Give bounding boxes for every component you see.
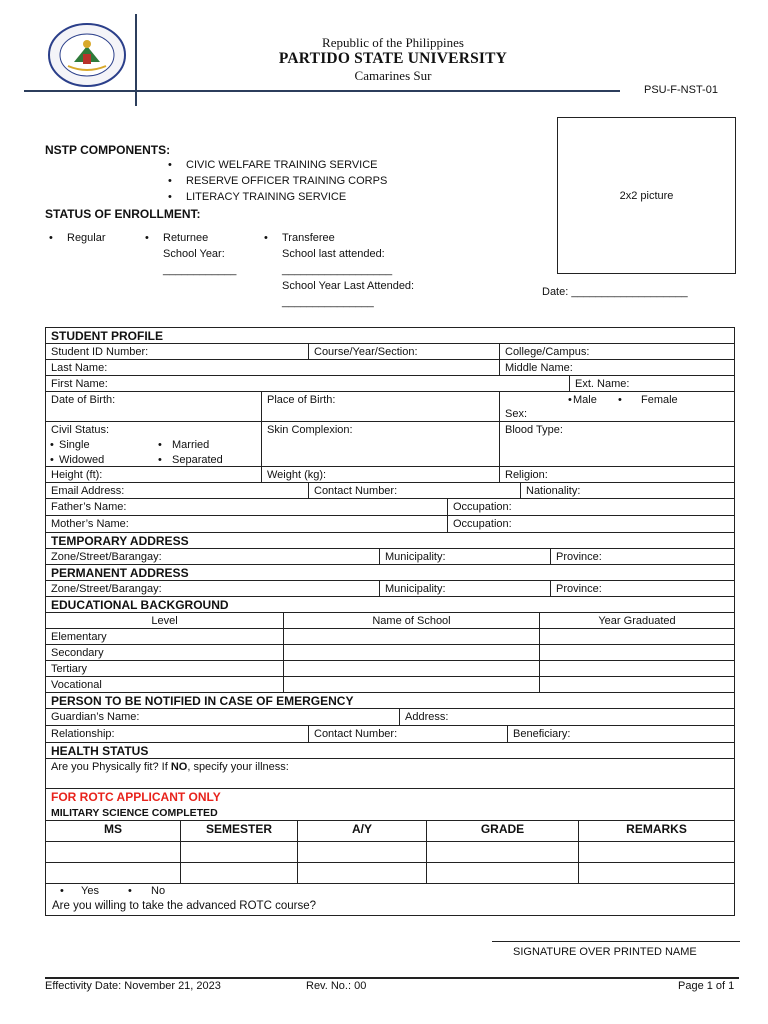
civil-option-separated[interactable]: Separated: [172, 454, 223, 466]
guardian-name-field[interactable]: Guardian’s Name:: [51, 711, 140, 723]
civil-option-widowed[interactable]: Widowed: [59, 454, 105, 466]
bullet-icon: •: [158, 439, 162, 451]
school-year-last-attended-label: School Year Last Attended:: [282, 280, 415, 292]
temp-municipality-field[interactable]: Municipality:: [379, 549, 550, 564]
school-last-attended-line[interactable]: __________________: [282, 264, 393, 276]
table-row: [46, 499, 734, 516]
returnee-school-year-line[interactable]: ____________: [163, 264, 237, 276]
sex-field[interactable]: [499, 392, 734, 421]
signature-label: SIGNATURE OVER PRINTED NAME: [513, 946, 697, 958]
father-occupation-field[interactable]: Occupation:: [447, 499, 734, 515]
health-question-text: Are you Physically fit? If: [51, 761, 171, 773]
place-of-birth-field[interactable]: Place of Birth:: [261, 392, 499, 421]
bullet-icon: •: [158, 454, 162, 466]
page-number: Page 1 of 1: [678, 980, 735, 992]
education-level-vocational: Vocational: [51, 679, 102, 691]
semester-input[interactable]: [180, 842, 297, 862]
mother-name-field[interactable]: Mother’s Name:: [51, 518, 129, 530]
year-graduated-input[interactable]: [539, 629, 734, 644]
civil-option-single[interactable]: Single: [59, 439, 90, 451]
contact-number-field[interactable]: Contact Number:: [308, 483, 520, 498]
perm-address-title: PERMANENT ADDRESS: [51, 566, 189, 580]
header-vertical-rule: [135, 14, 137, 106]
republic-line: Republic of the Philippines: [322, 35, 464, 50]
table-row: [46, 645, 734, 661]
table-row: [46, 483, 734, 499]
table-row: [46, 516, 734, 533]
rotc-col-ay: A/Y: [297, 821, 426, 841]
education-level-tertiary: Tertiary: [51, 663, 88, 675]
student-id-field[interactable]: Student ID Number:: [51, 346, 149, 358]
sex-label: Sex:: [505, 408, 528, 420]
table-row: [46, 759, 734, 789]
temp-province-field[interactable]: Province:: [550, 549, 734, 564]
mother-occupation-field[interactable]: Occupation:: [447, 516, 734, 532]
education-col-level: Level: [151, 615, 178, 627]
rotc-title: FOR ROTC APPLICANT ONLY: [51, 790, 221, 804]
student-form-table: [45, 327, 735, 916]
rotc-col-grade: GRADE: [426, 821, 578, 841]
rotc-subtitle: MILITARY SCIENCE COMPLETED: [51, 807, 218, 819]
perm-zone-field[interactable]: Zone/Street/Barangay:: [51, 583, 162, 595]
beneficiary-field[interactable]: Beneficiary:: [507, 726, 734, 742]
perm-address-header: [46, 565, 734, 581]
health-question-field[interactable]: [46, 759, 734, 788]
school-name-input[interactable]: [283, 645, 539, 660]
returnee-school-year-label: School Year:: [163, 248, 225, 260]
emergency-title: PERSON TO BE NOTIFIED IN CASE OF EMERGENCY: [51, 694, 354, 708]
remarks-input[interactable]: [578, 842, 734, 862]
table-row: [46, 581, 734, 597]
university-location: Camarines Sur: [354, 68, 432, 83]
skin-complexion-field[interactable]: Skin Complexion:: [261, 422, 499, 466]
date-of-birth-field[interactable]: Date of Birth:: [51, 394, 116, 406]
enrollment-returnee[interactable]: • Returnee: [163, 232, 208, 244]
advanced-option-no[interactable]: No: [151, 885, 166, 897]
table-row: [46, 726, 734, 743]
rotc-col-semester: SEMESTER: [180, 821, 297, 841]
perm-municipality-field[interactable]: Municipality:: [379, 581, 550, 596]
education-col-school: Name of School: [283, 613, 539, 628]
grade-input[interactable]: [426, 842, 578, 862]
advanced-rotc-section: [46, 884, 734, 917]
ext-name-field[interactable]: Ext. Name:: [569, 376, 734, 391]
school-year-last-attended-line[interactable]: _______________: [282, 296, 374, 308]
nstp-option-lts[interactable]: • LITERACY TRAINING SERVICE: [186, 191, 346, 203]
table-row: [46, 821, 734, 842]
emergency-header: [46, 693, 734, 709]
photo-box-label: 2x2 picture: [619, 189, 674, 202]
guardian-address-field[interactable]: Address:: [399, 709, 734, 725]
temp-address-header: [46, 533, 734, 549]
health-header: [46, 743, 734, 759]
rotc-header: [46, 789, 734, 821]
school-name-input[interactable]: [283, 629, 539, 644]
table-row: [46, 549, 734, 565]
email-field[interactable]: Email Address:: [51, 485, 125, 497]
year-graduated-input[interactable]: [539, 661, 734, 676]
health-question-tail: , specify your illness:: [187, 761, 289, 773]
year-graduated-input[interactable]: [539, 645, 734, 660]
table-row: [46, 422, 734, 467]
education-title: EDUCATIONAL BACKGROUND: [51, 598, 229, 612]
health-title: HEALTH STATUS: [51, 744, 149, 758]
sex-option-female[interactable]: Female: [641, 394, 678, 406]
religion-field[interactable]: Religion:: [499, 467, 734, 482]
blood-type-field[interactable]: Blood Type:: [499, 422, 734, 466]
form-code: PSU-F-NST-01: [644, 84, 718, 96]
revision-number: Rev. No.: 00: [306, 980, 367, 992]
table-row: [46, 344, 734, 360]
last-name-field[interactable]: Last Name:: [51, 362, 108, 374]
course-year-section-field[interactable]: Course/Year/Section:: [308, 344, 499, 359]
emergency-contact-field[interactable]: Contact Number:: [308, 726, 507, 742]
relationship-field[interactable]: Relationship:: [51, 728, 115, 740]
table-row: [46, 392, 734, 422]
education-level-secondary: Secondary: [51, 647, 104, 659]
perm-province-field[interactable]: Province:: [550, 581, 734, 596]
temp-zone-field[interactable]: Zone/Street/Barangay:: [51, 551, 162, 563]
semester-input[interactable]: [180, 863, 297, 883]
bullet-icon: •: [50, 439, 54, 451]
sex-option-male[interactable]: Male: [573, 394, 597, 406]
advanced-option-yes[interactable]: Yes: [81, 885, 99, 897]
table-row: [46, 842, 734, 863]
nstp-option-rotc[interactable]: • RESERVE OFFICER TRAINING CORPS: [186, 175, 387, 187]
bullet-icon: •: [568, 394, 572, 406]
education-level-elementary: Elementary: [51, 631, 107, 643]
father-name-field[interactable]: Father’s Name:: [51, 501, 127, 513]
date-field[interactable]: Date: ___________________: [542, 286, 688, 298]
bullet-icon: •: [618, 394, 622, 406]
effectivity-date: Effectivity Date: November 21, 2023: [45, 980, 221, 992]
enrollment-title: STATUS OF ENROLLMENT:: [45, 207, 201, 221]
footer-rule: [45, 977, 739, 979]
education-header: [46, 597, 734, 613]
civil-option-married[interactable]: Married: [172, 439, 210, 451]
civil-status-label: Civil Status:: [51, 424, 110, 436]
school-last-attended-label: School last attended:: [282, 248, 385, 260]
enrollment-transferee[interactable]: • Transferee: [282, 232, 335, 244]
nstp-option-cwts[interactable]: • CIVIC WELFARE TRAINING SERVICE: [186, 159, 378, 171]
student-profile-title: STUDENT PROFILE: [51, 329, 164, 343]
education-col-year: Year Graduated: [539, 613, 734, 628]
first-name-field[interactable]: First Name:: [51, 378, 108, 390]
rotc-col-remarks: REMARKS: [578, 821, 734, 841]
ay-input[interactable]: [297, 842, 426, 862]
nstp-title: NSTP COMPONENTS:: [45, 143, 171, 157]
year-graduated-input[interactable]: [539, 677, 734, 692]
middle-name-field[interactable]: Middle Name:: [499, 360, 734, 375]
school-name-input[interactable]: [283, 661, 539, 676]
bullet-icon: •: [60, 885, 64, 897]
table-row: [46, 467, 734, 483]
student-profile-header: [46, 328, 734, 344]
remarks-input[interactable]: [578, 863, 734, 883]
nationality-field[interactable]: Nationality:: [520, 483, 734, 498]
advanced-rotc-question: Are you willing to take the advanced ROTC course?: [52, 900, 316, 912]
school-name-input[interactable]: [283, 677, 539, 692]
ms-input[interactable]: [46, 863, 180, 883]
bullet-icon: •: [50, 454, 54, 466]
signature-line[interactable]: [492, 941, 740, 942]
table-row: [46, 629, 734, 645]
civil-status-field[interactable]: [46, 422, 261, 466]
table-row: [46, 376, 734, 392]
photo-box[interactable]: [557, 117, 736, 274]
table-row: [46, 677, 734, 693]
ms-input[interactable]: [46, 842, 180, 862]
bullet-icon: •: [128, 885, 132, 897]
table-row: [46, 863, 734, 884]
grade-input[interactable]: [426, 863, 578, 883]
college-campus-field[interactable]: College/Campus:: [499, 344, 734, 359]
health-question-no: NO: [170, 761, 188, 773]
enrollment-regular[interactable]: • Regular: [67, 232, 106, 244]
temp-address-title: TEMPORARY ADDRESS: [51, 534, 189, 548]
table-row: [46, 613, 734, 629]
height-field[interactable]: Height (ft):: [51, 469, 103, 481]
header-horizontal-rule: [24, 90, 620, 92]
rotc-col-ms: MS: [104, 822, 122, 836]
table-row: [46, 661, 734, 677]
ay-input[interactable]: [297, 863, 426, 883]
table-row: [46, 709, 734, 726]
weight-field[interactable]: Weight (kg):: [261, 467, 499, 482]
university-seal-logo: [46, 22, 128, 88]
university-name: PARTIDO STATE UNIVERSITY: [278, 50, 508, 67]
table-row: [46, 360, 734, 376]
